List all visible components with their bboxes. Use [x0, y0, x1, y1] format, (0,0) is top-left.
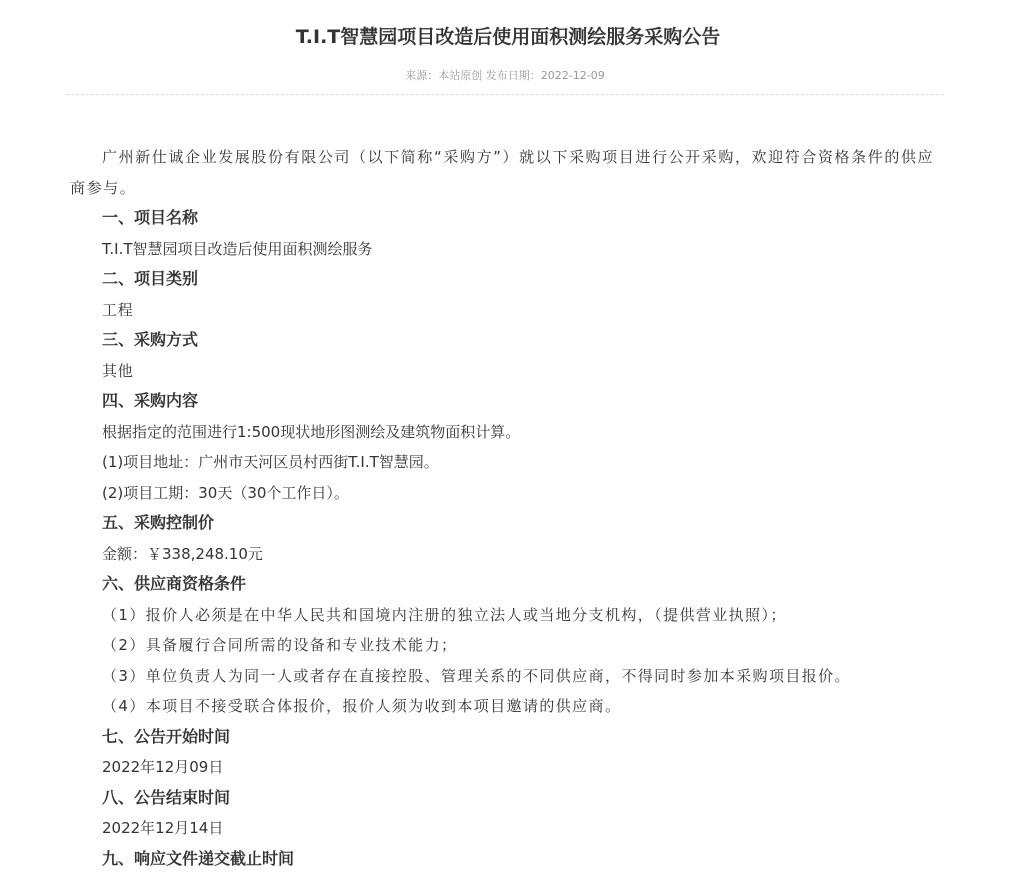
- project-duration-text: (2)项目工期：30天（30个工作日）。: [70, 478, 946, 509]
- section-heading-end-date: 八、公告结束时间: [70, 783, 946, 814]
- intro-paragraph: 广州新仕诚企业发展股份有限公司（以下简称“采购方”）就以下采购项目进行公开采购，欢迎符合资格条件的供应商参与。: [70, 142, 946, 203]
- qualification-item: （1）报价人必须是在中华人民共和国境内注册的独立法人或当地分支机构，（提供营业执照）；: [70, 600, 946, 631]
- project-name-text: T.I.T智慧园项目改造后使用面积测绘服务: [70, 234, 946, 265]
- project-category-text: 工程: [70, 295, 946, 326]
- procurement-method-text: 其他: [70, 356, 946, 387]
- page-title: T.I.T智慧园项目改造后使用面积测绘服务采购公告: [0, 24, 1016, 50]
- qualification-item: （3）单位负责人为同一人或者存在直接控股、管理关系的不同供应商，不得同时参加本采购项目报价。: [70, 661, 946, 692]
- end-date-text: 2022年12月14日: [70, 813, 946, 844]
- qualification-item: （2）具备履行合同所需的设备和专业技术能力；: [70, 630, 946, 661]
- section-heading-project-name: 一、项目名称: [70, 203, 946, 234]
- qualification-item: （4）本项目不接受联合体报价，报价人须为收到本项目邀请的供应商。: [70, 691, 946, 722]
- article-meta: 来源：本站原创 发布日期：2022-12-09: [0, 69, 1010, 83]
- start-date-text: 2022年12月09日: [70, 752, 946, 783]
- section-heading-submission-deadline: 九、响应文件递交截止时间: [70, 844, 946, 874]
- section-heading-supplier-qualifications: 六、供应商资格条件: [70, 569, 946, 600]
- title-divider: [66, 94, 944, 95]
- control-price-text: 金额：￥338,248.10元: [70, 539, 946, 570]
- article-body: [70, 142, 946, 874]
- section-heading-project-category: 二、项目类别: [70, 264, 946, 295]
- procurement-content-text: 根据指定的范围进行1:500现状地形图测绘及建筑物面积计算。: [70, 417, 946, 448]
- section-heading-control-price: 五、采购控制价: [70, 508, 946, 539]
- section-heading-procurement-method: 三、采购方式: [70, 325, 946, 356]
- project-address-text: (1)项目地址：广州市天河区员村西街T.I.T智慧园。: [70, 447, 946, 478]
- section-heading-procurement-content: 四、采购内容: [70, 386, 946, 417]
- section-heading-start-date: 七、公告开始时间: [70, 722, 946, 753]
